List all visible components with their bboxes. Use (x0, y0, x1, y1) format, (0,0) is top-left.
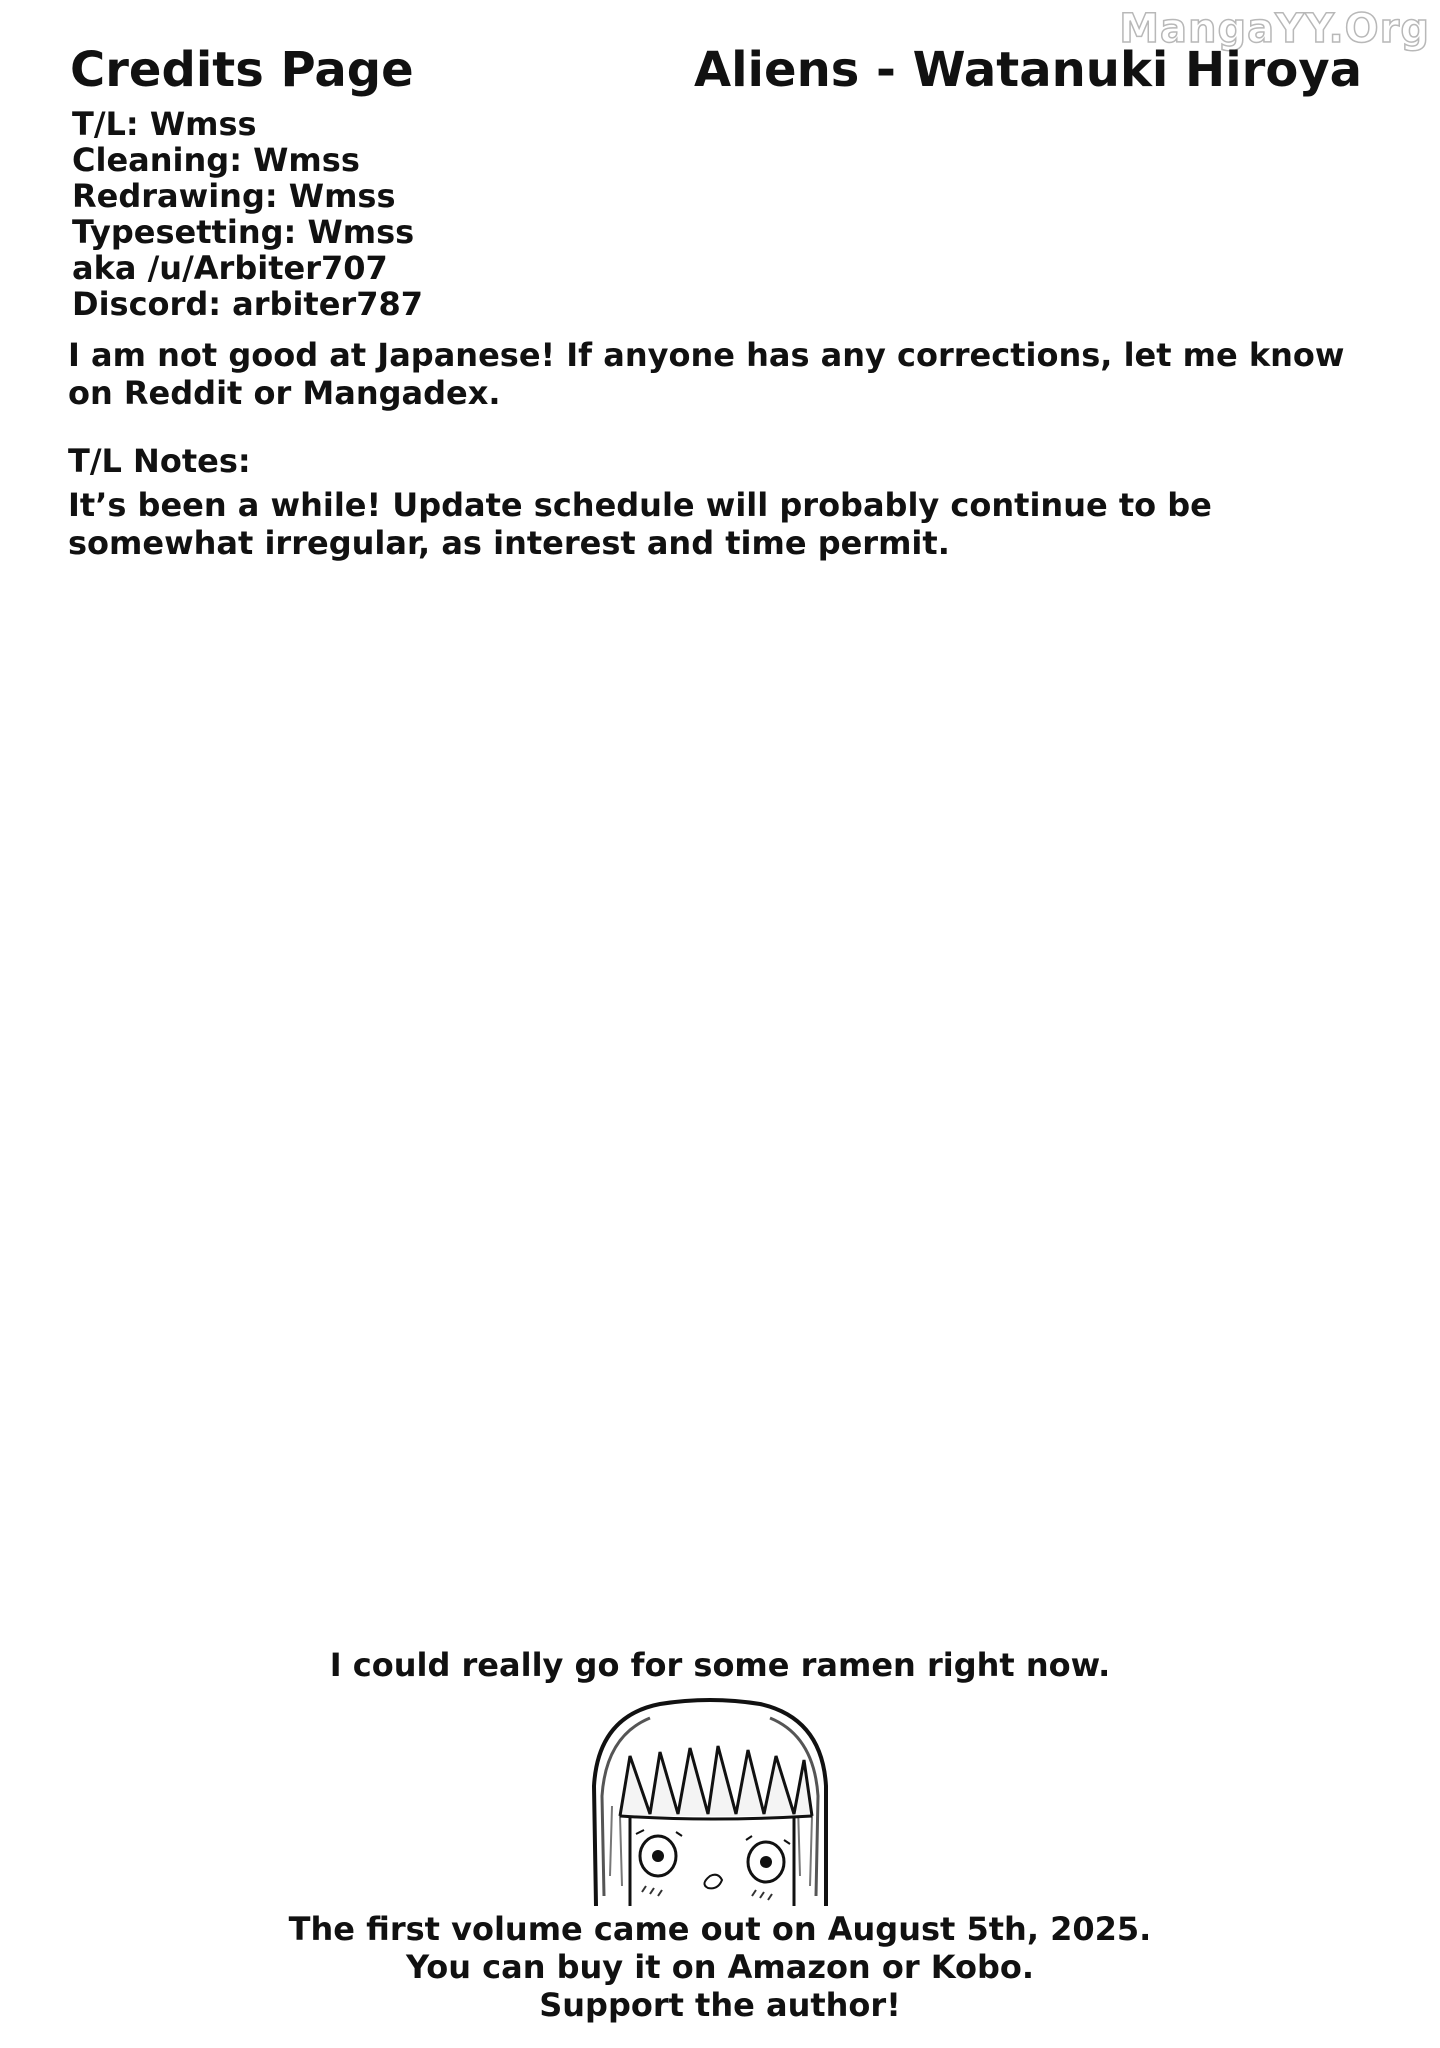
staff-discord: Discord: arbiter787 (72, 285, 423, 323)
series-title: Aliens - Watanuki Hiroya (693, 42, 1362, 98)
staff-cleaning: Cleaning: Wmss (72, 141, 360, 179)
translator-disclaimer: I am not good at Japanese! If anyone has any corrections, let me know on Reddit or Mangadex. (68, 336, 1345, 412)
tl-notes-heading: T/L Notes: (68, 442, 251, 480)
footer-release-line: The first volume came out on August 5th, 2025. (288, 1910, 1152, 1948)
staff-alias: aka /u/Arbiter707 (72, 249, 388, 287)
staff-typesetting: Typesetting: Wmss (72, 213, 415, 251)
footer-buy-line: You can buy it on Amazon or Kobo. (405, 1948, 1035, 1986)
girl-face-illustration (590, 1696, 830, 1906)
credits-title: Credits Page (70, 42, 414, 98)
staff-translator: T/L: Wmss (72, 105, 257, 143)
staff-redrawing: Redrawing: Wmss (72, 177, 396, 215)
ramen-caption: I could really go for some ramen right now. (329, 1646, 1111, 1684)
site-watermark: MangaYY.Org (1119, 6, 1430, 52)
footer-promo (0, 1910, 1440, 2024)
staff-list (72, 106, 423, 322)
tl-notes-body: It’s been a while! Update schedule will probably continue to be somewhat irregular, as interest and time permit. (68, 486, 1212, 562)
footer-support-line: Support the author! (539, 1986, 901, 2024)
